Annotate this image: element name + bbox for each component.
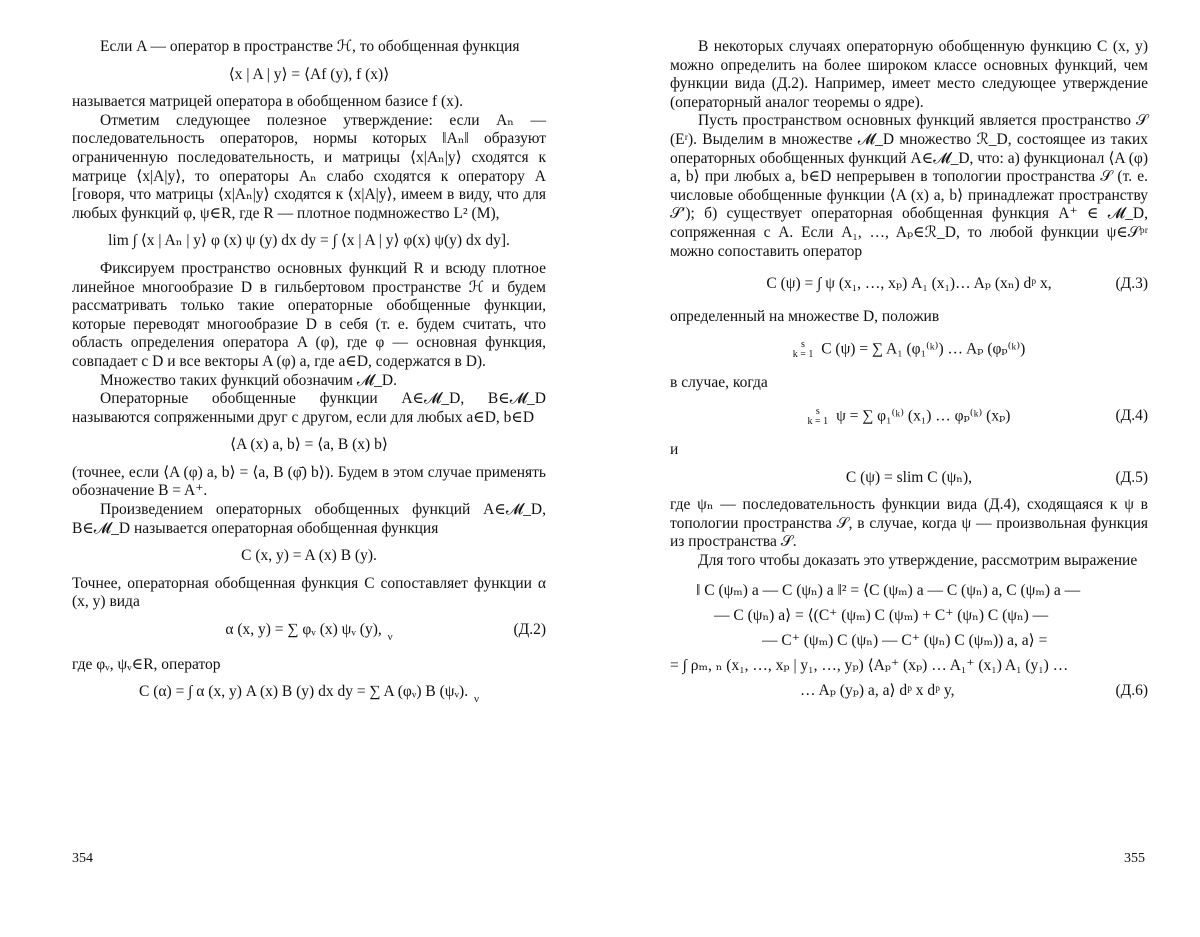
- equation-d3: [670, 275, 1148, 294]
- paragraph: где ψₙ — последовательность функции вида (Д.4), сходящаяся к ψ в топологии пространства 𝒮, в случае, когда ψ — произвольная функция из пространства 𝒮.: [670, 496, 1148, 551]
- equation: [72, 683, 546, 709]
- sum-upper: s: [815, 405, 820, 417]
- equation-d6: [670, 578, 1148, 703]
- sum-lower: k = 1: [792, 349, 814, 361]
- left-page: [72, 38, 546, 718]
- paragraph: Произведением операторных обобщенных функций A∈𝓜_D, B∈𝓜_D называется операторная обобщенная функция: [72, 501, 546, 537]
- right-page: [670, 38, 1148, 712]
- equation-last-line: [670, 678, 1148, 703]
- paragraph: Если A — оператор в пространстве ℋ, то обобщенная функция: [100, 38, 520, 55]
- equation-text: C (x, y) = A (x) B (y).: [241, 547, 377, 565]
- paragraph: и: [670, 440, 679, 458]
- paragraph: в случае, когда: [670, 374, 768, 392]
- equation-number: (Д.6): [1115, 682, 1148, 700]
- equation-text: C (α) = ∫ α (x, y) A (x) B (y) dx dy = ∑ A (φᵥ) B (ψᵥ).: [139, 683, 469, 701]
- equation-number: (Д.4): [1115, 406, 1148, 424]
- equation-number: (Д.5): [1115, 468, 1148, 486]
- paragraph: В некоторых случаях операторную обобщенную функцию C (x, y) можно определить на более широком классе основных функций, чем функции вида (Д.2). Например, имеет место следующее утверждение (операторный аналог теоремы о ядре).: [670, 38, 1148, 111]
- sum-upper: s: [801, 339, 805, 351]
- equation-text: α (x, y) = ∑ φᵥ (x) ψᵥ (y),: [225, 621, 382, 639]
- page-number-left: 354: [72, 851, 93, 866]
- equation: [72, 66, 546, 85]
- sum-limits: [793, 340, 814, 360]
- paragraph: Операторные обобщенные функции A∈𝓜_D, B∈𝓜_D называются сопряженными друг с другом, если для любых a∈D, b∈D: [72, 390, 546, 426]
- equation: [72, 547, 546, 566]
- paragraph: где φᵥ, ψᵥ∈R, оператор: [72, 655, 221, 673]
- equation-number: (Д.2): [513, 621, 546, 639]
- equation: [72, 232, 546, 251]
- equation-line: = ∫ ρₘ, ₙ (x₁, …, xₚ | y₁, …, yₚ) ⟨Aₚ⁺ (xₚ) … A₁⁺ (x₁) A₁ (y₁) …: [670, 657, 1069, 675]
- equation-number: (Д.3): [1115, 275, 1148, 293]
- sum-index: ν: [473, 693, 479, 706]
- sum-lower: k = 1: [807, 415, 829, 427]
- equation-line: ‖ C (ψₘ) a — C (ψₙ) a ‖² = ⟨C (ψₘ) a — C (ψₙ) a, C (ψₘ) a —: [696, 582, 1081, 600]
- equation: [670, 340, 1148, 360]
- page-number-right: 355: [1124, 851, 1145, 866]
- paragraph: Пусть пространством основных функций является пространство 𝒮 (Eʳ). Выделим в множестве 𝓜_D множество ℛ_D, состоящее из таких операторных обобщенных функций A∈𝓜_D, что: а) функционал ⟨A (φ) a, b⟩ при любых a, b∈D непрерывен в топологии пространства 𝒮 (т. е. числовые обобщенные функции ⟨A (x) a, b⟩ принадлежат пространству 𝒮′); б) существует операторная обобщенная функция A⁺ ∈ 𝓜_D, сопряженная с A. Если A₁, …, Aₚ∈ℛ_D, то любой функции ψ∈𝒮ᵖʳ можно сопоставить оператор: [670, 112, 1148, 260]
- paragraph: определенный на множестве D, положив: [670, 307, 940, 325]
- equation-text: ⟨A (x) a, b⟩ = ⟨a, B (x) b⟩: [230, 436, 388, 454]
- paragraph: Для того чтобы доказать это утверждение, рассмотрим выражение: [698, 551, 1138, 569]
- equation-line: … Aₚ (yₚ) a, a⟩ dᵖ x dᵖ y,: [800, 682, 955, 700]
- equation-text: C (ψ) = ∑ A₁ (φ₁⁽ᵏ⁾) … Aₚ (φₚ⁽ᵏ⁾): [821, 340, 1026, 358]
- equation: [72, 436, 546, 455]
- equation-line: — C (ψₙ) a⟩ = ⟨(C⁺ (ψₘ) C (ψₘ) + C⁺ (ψₙ) C (ψₙ) —: [714, 607, 1049, 625]
- equation-text: ψ = ∑ φ₁⁽ᵏ⁾ (x₁) … φₚ⁽ᵏ⁾ (xₚ): [836, 407, 1011, 425]
- paragraph: Отметим следующее полезное утверждение: если Aₙ — последовательность операторов, нормы которых ‖Aₙ‖ образуют ограниченную последовательность, и матрицы ⟨x|Aₙ|y⟩ сходятся к матрице ⟨x|A|y⟩, то операторы Aₙ слабо сходятся к оператору A [говоря, что матрицы ⟨x|Aₙ|y⟩ сходятся к ⟨x|A|y⟩, имеем в виду, что для любых функций φ, ψ∈R, где R — плотное подмножество L² (M),: [72, 111, 546, 222]
- equation-d2: [72, 621, 546, 647]
- paragraph: Точнее, операторная обобщенная функция C сопоставляет функции α (x, y) вида: [72, 574, 546, 611]
- equation-line: — C⁺ (ψₘ) C (ψₙ) — C⁺ (ψₙ) C (ψₘ)) a, a⟩ =: [762, 632, 1048, 650]
- equation-text: lim ∫ ⟨x | Aₙ | y⟩ φ (x) ψ (y) dx dy = ∫ ⟨x | A | y⟩ φ(x) ψ(y) dx dy].: [108, 232, 510, 250]
- equation-text: ⟨x | A | y⟩ = ⟨Af (y), f (x)⟩: [228, 65, 390, 83]
- equation-text: C (ψ) = slim C (ψₙ),: [845, 468, 973, 486]
- equation-text: C (ψ) = ∫ ψ (x₁, …, xₚ) A₁ (x₁)… Aₚ (xₙ) dᵖ x,: [766, 275, 1052, 293]
- paragraph: называется матрицей оператора в обобщенном базисе f (x).: [72, 93, 463, 111]
- sum-limits: [808, 407, 829, 427]
- paragraph: (точнее, если ⟨A (φ) a, b⟩ = ⟨a, B (φ̄) b⟩). Будем в этом случае применять обозначение B = A⁺.: [72, 463, 546, 500]
- paragraph: Фиксируем пространство основных функций R и всюду плотное линейное многообразие D в гильбертовом пространстве ℋ и будем рассматривать только такие операторные обобщенные функции, которые переводят многообразие D в себя (т. е. будем считать, что область определения оператора A (φ), где φ — основная функция, совпадает с D и все векторы A (φ) a, где a∈D, содержатся в D).: [72, 259, 546, 370]
- equation-d5: [670, 469, 1148, 488]
- sum-index: ν: [387, 631, 393, 644]
- equation-d4: [670, 407, 1148, 427]
- paragraph: Множество таких функций обозначим 𝓜_D.: [100, 371, 398, 389]
